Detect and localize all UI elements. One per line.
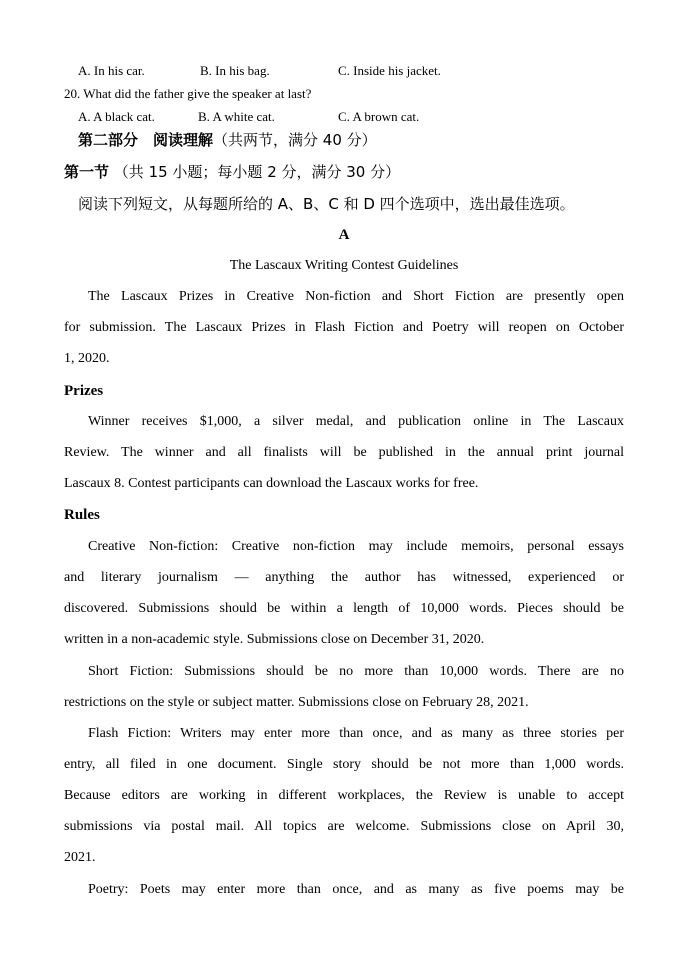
instructions: 阅读下列短文，从每题所给的 A、B、C 和 D 四个选项中，选出最佳选项。 bbox=[78, 195, 575, 213]
q20-option-b: B. A white cat. bbox=[198, 109, 275, 124]
q19-option-c: C. Inside his jacket. bbox=[338, 63, 441, 78]
prizes-heading: Prizes bbox=[64, 383, 104, 399]
section1-heading bbox=[64, 163, 400, 181]
passage-letter: A bbox=[338, 227, 350, 243]
flash-fiction-line-5: 2021. bbox=[64, 850, 96, 865]
creative-nonfiction-line-2: and literary journalism — anything the author has witnessed, experienced or bbox=[64, 570, 624, 585]
flash-fiction-line-2: entry, all filed in one document. Single story should be not more than 1,000 words. bbox=[64, 757, 624, 772]
q20-option-c: C. A brown cat. bbox=[338, 109, 420, 124]
intro-line-3: 1, 2020. bbox=[64, 351, 110, 366]
q19-option-b: B. In his bag. bbox=[200, 63, 270, 78]
q20-option-a: A. A black cat. bbox=[78, 109, 155, 124]
part2-title-note: （共两节，满分 40 分） bbox=[213, 131, 377, 149]
short-fiction-line-2: restrictions on the style or subject matter. Submissions close on February 28, 2021. bbox=[64, 695, 529, 710]
q20-question: 20. What did the father give the speaker at last? bbox=[64, 86, 312, 101]
part2-title: 第二部分 阅读理解 bbox=[78, 131, 214, 149]
prizes-line-3: Lascaux 8. Contest participants can download the Lascaux works for free. bbox=[64, 476, 479, 491]
creative-nonfiction-line-3: discovered. Submissions should be within a length of 10,000 words. Pieces should be bbox=[64, 601, 624, 616]
prizes-line-2: Review. The winner and all finalists will be published in the annual print journal bbox=[64, 445, 624, 460]
intro-line-2: for submission. The Lascaux Prizes in Flash Fiction and Poetry will reopen on October bbox=[64, 320, 624, 335]
passage-title: The Lascaux Writing Contest Guidelines bbox=[229, 258, 459, 273]
section1-title: 第一节 bbox=[64, 163, 110, 181]
creative-nonfiction-line-1: Creative Non-fiction: Creative non-fiction may include memoirs, personal essays bbox=[88, 539, 624, 554]
flash-fiction-line-4: submissions via postal mail. All topics are welcome. Submissions close on April 30, bbox=[64, 819, 624, 834]
part2-heading bbox=[78, 131, 377, 149]
flash-fiction-line-3: Because editors are working in different workplaces, the Review is unable to accept bbox=[64, 788, 624, 803]
creative-nonfiction-line-4: written in a non-academic style. Submissions close on December 31, 2020. bbox=[64, 632, 485, 647]
prizes-line-1: Winner receives $1,000, a silver medal, and publication online in The Lascaux bbox=[88, 414, 624, 429]
q19-option-a: A. In his car. bbox=[78, 63, 145, 78]
section1-title-note: （共 15 小题；每小题 2 分，满分 30 分） bbox=[113, 163, 401, 181]
rules-heading: Rules bbox=[64, 507, 100, 523]
flash-fiction-line-1: Flash Fiction: Writers may enter more than once, and as many as three stories per bbox=[88, 726, 624, 741]
poetry-line-1: Poetry: Poets may enter more than once, and as many as five poems may be bbox=[88, 882, 624, 897]
intro-line-1: The Lascaux Prizes in Creative Non-fiction and Short Fiction are presently open bbox=[88, 289, 624, 304]
short-fiction-line-1: Short Fiction: Submissions should be no more than 10,000 words. There are no bbox=[88, 664, 624, 679]
